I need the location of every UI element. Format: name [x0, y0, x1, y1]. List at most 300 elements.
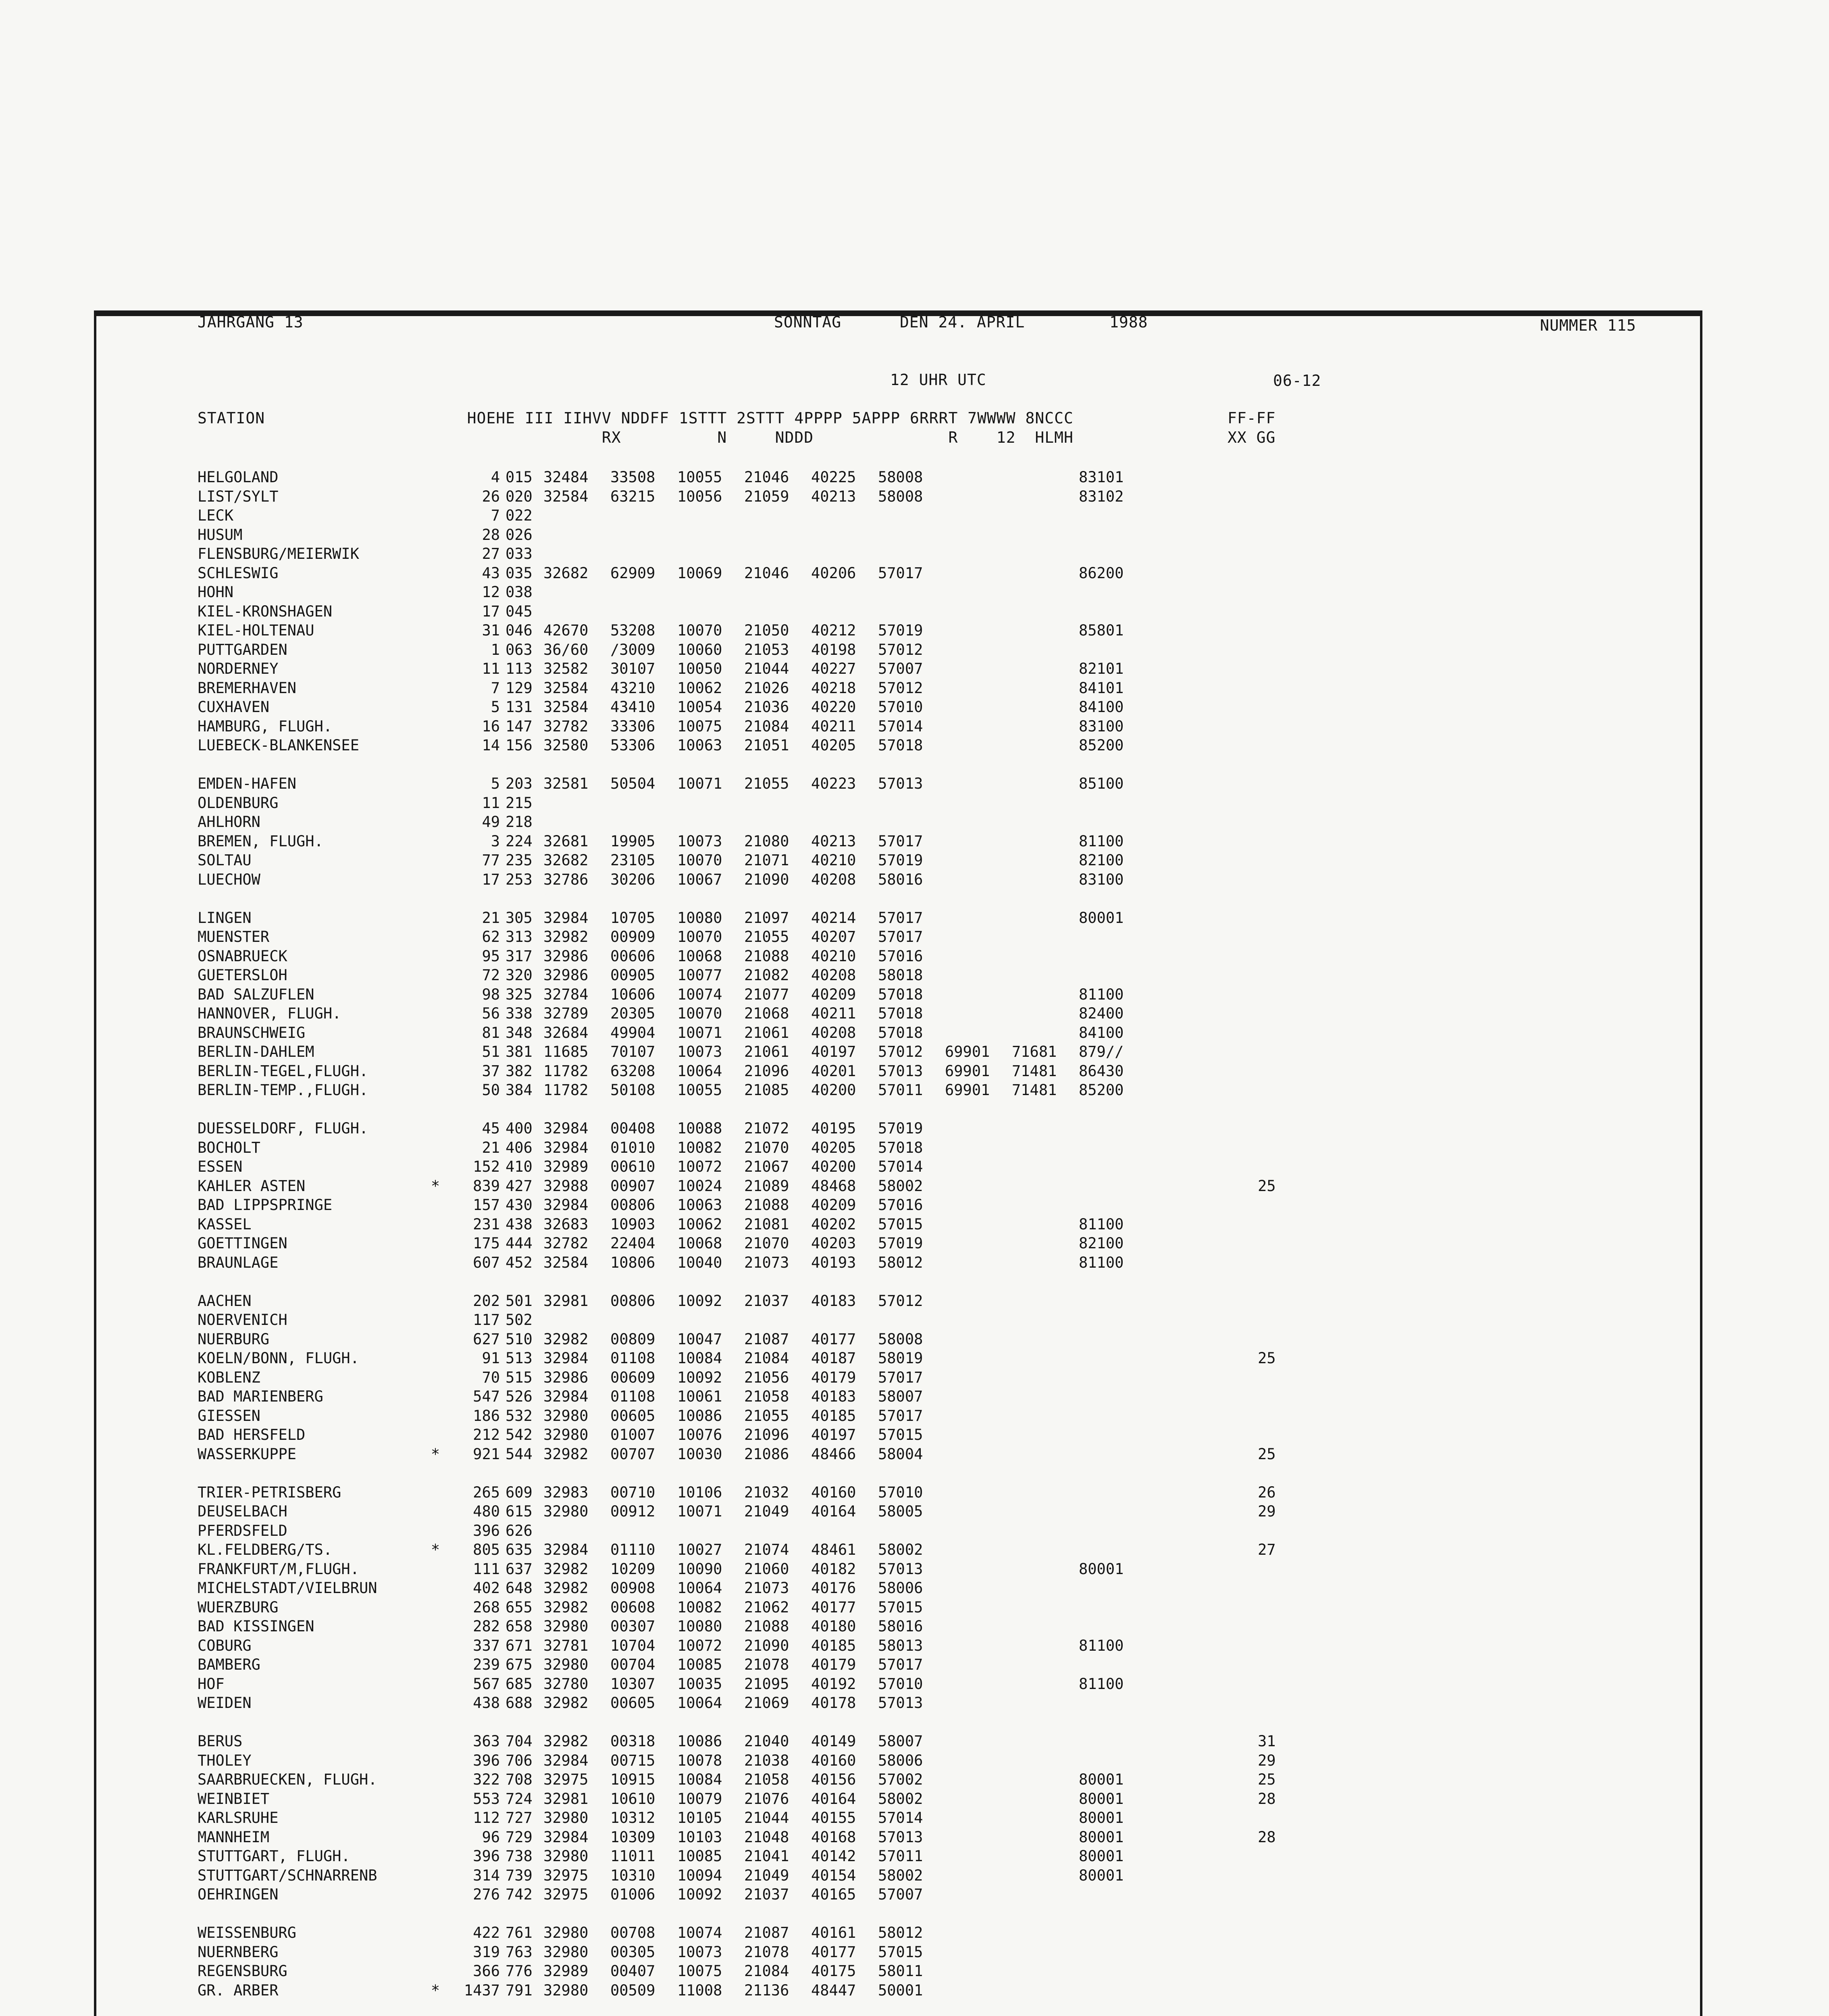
cell-c6: 57017 [878, 564, 923, 582]
cell-iii: 348 [506, 1024, 533, 1041]
cell-c9: 81100 [1079, 832, 1124, 850]
cell-c6 [878, 602, 945, 621]
cell-iii: 452 [506, 1254, 533, 1271]
cell-c8 [1012, 908, 1079, 928]
cell-ff [1258, 1253, 1346, 1272]
cell-hoehe: 81 [482, 1024, 500, 1041]
cell-ff [1258, 1387, 1346, 1406]
cell-c7 [945, 544, 1012, 564]
cell-ff: 25 [1258, 1177, 1276, 1195]
cell-c6: 57014 [878, 1158, 923, 1175]
date: DEN 24. APRIL [900, 313, 1025, 331]
cell-name: BOCHOLT [198, 1139, 260, 1156]
cell-ff [1258, 851, 1346, 870]
cell-c3: 10050 [677, 660, 722, 677]
cell-c8 [1012, 1847, 1079, 1866]
cell-c9: 82100 [1079, 1235, 1124, 1252]
cell-c3: 10061 [677, 1388, 722, 1405]
cell-iii: 675 [506, 1656, 533, 1673]
cell-star [423, 832, 447, 851]
cell-c3: 10064 [677, 1579, 722, 1597]
cell-hoehe: 396 [473, 1522, 500, 1539]
table-row [198, 947, 1346, 966]
cell-name: BREMERHAVEN [198, 679, 297, 697]
cell-c2: 10704 [610, 1637, 655, 1654]
cell-hoehe: 117 [473, 1311, 500, 1329]
cell-c4: 21076 [744, 1790, 789, 1808]
cell-c5: 40182 [811, 1560, 856, 1578]
cell-hoehe: 31 [482, 622, 500, 639]
cell-c8 [1012, 1004, 1079, 1023]
cell-name: STUTTGART/SCHNARRENB [198, 1866, 377, 1884]
cell-name: CUXHAVEN [198, 698, 270, 716]
cell-c5: 40177 [811, 1598, 856, 1616]
cell-c4: 21058 [744, 1388, 789, 1405]
cell-ff [1258, 1847, 1346, 1866]
cell-iii: 427 [506, 1177, 533, 1195]
cell-c5: 40175 [811, 1962, 856, 1980]
cell-c5: 40192 [811, 1675, 856, 1693]
table-row [198, 1923, 1346, 1943]
cell-c7 [945, 1828, 1012, 1847]
cell-name: GOETTINGEN [198, 1235, 287, 1252]
cell-c4: 21041 [744, 1847, 789, 1865]
group-spacer [198, 1464, 1346, 1483]
cell-c4: 21070 [744, 1235, 789, 1252]
cell-hoehe: 62 [482, 928, 500, 946]
cell-hoehe: 12 [482, 583, 500, 601]
table-row [198, 793, 1346, 813]
cell-name: SAARBRUECKEN, FLUGH. [198, 1771, 377, 1788]
cell-star [423, 506, 447, 525]
cell-c1: 32784 [543, 985, 589, 1003]
cell-iii: 706 [506, 1752, 533, 1769]
cell-c7 [945, 506, 1012, 525]
cell-hoehe: 11 [482, 660, 500, 677]
cell-iii: 776 [506, 1962, 533, 1980]
cell-c8 [1012, 583, 1079, 602]
cell-iii: 501 [506, 1292, 533, 1310]
table-row [198, 908, 1346, 928]
cell-c8 [1012, 1981, 1079, 2000]
cell-c5: 40200 [811, 1081, 856, 1099]
cell-star [423, 525, 447, 545]
group-spacer [198, 889, 1346, 908]
cell-c2: 01010 [610, 1139, 655, 1156]
cell-hoehe: 231 [473, 1215, 500, 1233]
cell-c6: 57002 [878, 1771, 923, 1788]
cell-c2: 43210 [610, 679, 655, 697]
cell-c4: 21086 [744, 1445, 789, 1463]
cell-c4: 21095 [744, 1675, 789, 1693]
cell-c3: 10074 [677, 985, 722, 1003]
cell-c7 [945, 468, 1012, 487]
cell-star [423, 659, 447, 679]
cell-c8 [1012, 1655, 1079, 1674]
cell-ff [1258, 1234, 1346, 1253]
cell-c7 [945, 774, 1012, 793]
cell-c9: 80001 [1079, 1847, 1124, 1865]
cell-ff: 29 [1258, 1752, 1276, 1769]
group-spacer [198, 1713, 1346, 1732]
cell-hoehe: 17 [482, 871, 500, 888]
cell-c3: 10063 [677, 737, 722, 754]
cell-c9 [1079, 1368, 1258, 1387]
cell-c6: 58006 [878, 1752, 923, 1769]
cell-c6: 57010 [878, 1675, 923, 1693]
table-row [198, 698, 1346, 717]
table-row [198, 1215, 1346, 1234]
cell-c6: 57007 [878, 1886, 923, 1903]
cell-iii: 685 [506, 1675, 533, 1693]
cell-c5: 40202 [811, 1215, 856, 1233]
cell-c9 [1079, 602, 1258, 621]
cell-c1: 32789 [543, 1005, 589, 1022]
cell-hoehe: 1437 [464, 1981, 500, 1999]
cell-star: * [431, 1541, 440, 1558]
cell-c2: 00307 [610, 1618, 655, 1635]
cell-ff [1258, 1560, 1346, 1579]
cell-c2 [610, 1310, 677, 1330]
cell-name: GUETERSLOH [198, 966, 287, 984]
cell-ff [1258, 1215, 1346, 1234]
cell-c6: 57018 [878, 1005, 923, 1022]
table-row [198, 1502, 1346, 1521]
cell-c4: 21096 [744, 1426, 789, 1443]
cell-c2: 00704 [610, 1656, 655, 1673]
cell-c4: 21053 [744, 641, 789, 658]
cell-iii: 742 [506, 1886, 533, 1903]
cell-hoehe: 7 [491, 507, 500, 524]
cell-hoehe: 366 [473, 1962, 500, 1980]
cell-star [423, 1425, 447, 1445]
cell-c7 [945, 1885, 1012, 1904]
cell-name: HUSUM [198, 526, 243, 544]
cell-c2: 00608 [610, 1598, 655, 1616]
cell-c9 [1079, 1138, 1258, 1158]
cell-name: KARLSRUHE [198, 1809, 279, 1826]
cell-c5: 40161 [811, 1924, 856, 1941]
cell-c3: 10084 [677, 1771, 722, 1788]
cell-c5: 40164 [811, 1503, 856, 1520]
cell-c5: 40165 [811, 1886, 856, 1903]
cell-star [423, 487, 447, 506]
cell-c1: 32986 [543, 966, 589, 984]
cell-star [423, 544, 447, 564]
cell-c8 [1012, 1617, 1079, 1636]
cell-c6: 58008 [878, 1330, 923, 1348]
cell-c5: 40197 [811, 1043, 856, 1060]
cell-c7 [945, 1943, 1012, 1962]
cell-c7 [945, 1579, 1012, 1598]
cell-c8 [1012, 640, 1079, 660]
table-row [198, 1962, 1346, 1981]
cell-c3 [677, 525, 744, 545]
cell-c7 [945, 1521, 1012, 1541]
cell-c6: 57019 [878, 1120, 923, 1137]
table-row [198, 1081, 1346, 1100]
cell-hoehe: 91 [482, 1350, 500, 1367]
jahrgang: JAHRGANG 13 [198, 313, 304, 331]
cell-name: KOELN/BONN, FLUGH. [198, 1350, 359, 1367]
cell-c9 [1079, 1330, 1258, 1349]
table-row [198, 1042, 1346, 1062]
cell-hoehe: 396 [473, 1847, 500, 1865]
cell-c1 [543, 1521, 610, 1541]
cell-c5: 40200 [811, 1158, 856, 1175]
cell-c3: 10074 [677, 1924, 722, 1941]
cell-iii: 313 [506, 928, 533, 946]
cell-c3: 10062 [677, 679, 722, 697]
cell-c8 [1012, 1387, 1079, 1406]
cell-hoehe: 28 [482, 526, 500, 544]
cell-c9 [1079, 506, 1258, 525]
table-row [198, 1387, 1346, 1406]
cell-c2: 00912 [610, 1503, 655, 1520]
cell-name: PUTTGARDEN [198, 641, 287, 658]
cell-c6: 58019 [878, 1350, 923, 1367]
cell-c1: 32980 [543, 1943, 589, 1961]
cell-c2: 00610 [610, 1158, 655, 1175]
cell-c7 [945, 1177, 1012, 1196]
cell-name: PFERDSFELD [198, 1522, 287, 1539]
cell-c3: 10072 [677, 1158, 722, 1175]
cell-hoehe: 314 [473, 1866, 500, 1884]
cell-ff [1258, 1004, 1346, 1023]
cell-c9: 83100 [1079, 871, 1124, 888]
table-row [198, 1751, 1346, 1770]
cell-c6: 57019 [878, 1235, 923, 1252]
table-row [198, 1598, 1346, 1617]
cell-c2: /3009 [610, 641, 655, 658]
cell-c3: 10056 [677, 487, 722, 505]
cell-c9 [1079, 1521, 1258, 1541]
cell-c1: 32980 [543, 1847, 589, 1865]
cell-c3: 10072 [677, 1637, 722, 1654]
cell-c8 [1012, 1368, 1079, 1387]
cell-c4: 21068 [744, 1005, 789, 1022]
table-row [198, 640, 1346, 660]
cell-hoehe: 14 [482, 737, 500, 754]
table-row [198, 832, 1346, 851]
cell-c6: 58007 [878, 1733, 923, 1750]
table-row [198, 1674, 1346, 1694]
cell-star [423, 1234, 447, 1253]
cell-hoehe: 396 [473, 1752, 500, 1769]
cell-c5 [811, 602, 878, 621]
cell-name: LUEBECK-BLANKENSEE [198, 737, 359, 754]
cell-c6: 58012 [878, 1254, 923, 1271]
cell-c5: 40168 [811, 1828, 856, 1846]
cell-c4 [744, 1521, 811, 1541]
cell-c9: 81100 [1079, 985, 1124, 1003]
cell-iii: 444 [506, 1235, 533, 1252]
cell-c9: 80001 [1079, 1809, 1124, 1826]
cell-ff [1258, 544, 1346, 564]
cell-c9 [1079, 1177, 1258, 1196]
cell-hoehe: 337 [473, 1637, 500, 1654]
cell-star [423, 1866, 447, 1885]
cell-c5: 40183 [811, 1292, 856, 1310]
cell-c3: 10082 [677, 1139, 722, 1156]
cell-c1: 32984 [543, 1752, 589, 1769]
table-row [198, 1310, 1346, 1330]
cell-c5: 40209 [811, 985, 856, 1003]
cell-hoehe: 111 [473, 1560, 500, 1578]
cell-c2: 22404 [610, 1235, 655, 1252]
cell-ff: 28 [1258, 1790, 1276, 1808]
cell-name: KAHLER ASTEN [198, 1177, 306, 1195]
cell-name: COBURG [198, 1637, 252, 1654]
cell-c1: 32584 [543, 679, 589, 697]
cell-c7 [945, 698, 1012, 717]
cell-c7 [945, 812, 1012, 832]
cell-c2: 00905 [610, 966, 655, 984]
cell-c4: 21062 [744, 1598, 789, 1616]
table-row [198, 851, 1346, 870]
table-row [198, 1560, 1346, 1579]
cell-hoehe: 567 [473, 1675, 500, 1693]
cell-c6: 57011 [878, 1081, 923, 1099]
table-row [198, 1195, 1346, 1215]
cell-c2: 33306 [610, 717, 655, 735]
cell-star [423, 1847, 447, 1866]
cell-c9 [1079, 1598, 1258, 1617]
cell-c7 [945, 1406, 1012, 1426]
cell-c2: 00305 [610, 1943, 655, 1961]
cell-c5: 40142 [811, 1847, 856, 1865]
cell-name: THOLEY [198, 1752, 252, 1769]
cell-c2: 00806 [610, 1292, 655, 1310]
cell-c1: 32988 [543, 1177, 589, 1195]
cell-c2: 10310 [610, 1866, 655, 1884]
cell-hoehe: 202 [473, 1292, 500, 1310]
cell-c8 [1012, 1483, 1079, 1502]
cell-c5: 48447 [811, 1981, 856, 1999]
cell-c1: 32975 [543, 1886, 589, 1903]
cell-c9 [1079, 1751, 1258, 1770]
cell-c1: 32984 [543, 1139, 589, 1156]
cell-c8 [1012, 1828, 1079, 1847]
cell-ff [1258, 1636, 1346, 1656]
cell-c1: 32989 [543, 1962, 589, 1980]
cell-c9: 83102 [1079, 487, 1124, 505]
cell-c5 [811, 525, 878, 545]
cell-name: LUECHOW [198, 871, 260, 888]
cell-c7 [945, 1981, 1012, 2000]
cell-c3 [677, 583, 744, 602]
cell-c4: 21090 [744, 871, 789, 888]
cell-c9 [1079, 1445, 1258, 1464]
cell-hoehe: 402 [473, 1579, 500, 1597]
cell-c9: 80001 [1079, 1771, 1124, 1788]
cell-name: AHLHORN [198, 813, 260, 831]
cell-c9: 84100 [1079, 1024, 1124, 1041]
cell-c6: 58002 [878, 1866, 923, 1884]
cell-c9 [1079, 1291, 1258, 1311]
cell-c1 [543, 583, 610, 602]
cell-c3: 10040 [677, 1254, 722, 1271]
cell-c8 [1012, 1579, 1079, 1598]
cell-c2: 50108 [610, 1081, 655, 1099]
cell-iii: 203 [506, 775, 533, 792]
cell-c3: 10064 [677, 1694, 722, 1712]
cell-c5: 40154 [811, 1866, 856, 1884]
cell-c9: 81100 [1079, 1637, 1124, 1654]
cell-c8 [1012, 985, 1079, 1004]
table-row [198, 1291, 1346, 1311]
cell-c3: 10068 [677, 1235, 722, 1252]
table-row [198, 564, 1346, 583]
cell-c9 [1079, 1157, 1258, 1177]
cell-c1: 11782 [543, 1062, 589, 1080]
cell-hoehe: 1 [491, 641, 500, 658]
cell-iii: 038 [506, 583, 533, 601]
cell-name: WEISSENBURG [198, 1924, 297, 1941]
cell-iii: 729 [506, 1828, 533, 1846]
cell-ff: 27 [1258, 1541, 1276, 1558]
cell-c6: 57013 [878, 1062, 923, 1080]
cell-iii: 156 [506, 737, 533, 754]
cell-c7 [945, 908, 1012, 928]
cell-c5: 40211 [811, 1005, 856, 1022]
cell-c6: 57017 [878, 832, 923, 850]
cell-c2: 01108 [610, 1350, 655, 1367]
cell-c9 [1079, 1119, 1258, 1138]
cell-c2: 10309 [610, 1828, 655, 1846]
cell-iii: 325 [506, 985, 533, 1003]
cell-hoehe: 319 [473, 1943, 500, 1961]
cell-c5: 40227 [811, 660, 856, 677]
cell-c7 [945, 1368, 1012, 1387]
cell-iii: 655 [506, 1598, 533, 1616]
cell-c5: 40213 [811, 487, 856, 505]
cell-c1: 32780 [543, 1675, 589, 1693]
cell-ff [1258, 1291, 1346, 1311]
cell-c3: 10073 [677, 1043, 722, 1060]
cell-c8 [1012, 468, 1079, 487]
cell-c8 [1012, 1138, 1079, 1158]
cell-hoehe: 157 [473, 1196, 500, 1214]
cell-c1: 32982 [543, 1330, 589, 1348]
cell-iii: 609 [506, 1483, 533, 1501]
cell-c5: 40205 [811, 737, 856, 754]
cell-c8 [1012, 621, 1079, 640]
cell-c9 [1079, 1693, 1258, 1713]
cell-c4: 21026 [744, 679, 789, 697]
cell-c1 [543, 1310, 610, 1330]
cell-c3 [677, 544, 744, 564]
cell-iii: 532 [506, 1407, 533, 1425]
cell-c3: 10092 [677, 1292, 722, 1310]
cell-c9: 879// [1079, 1043, 1124, 1060]
cell-ff [1258, 793, 1346, 813]
cell-ff [1258, 1981, 1346, 2000]
cell-star [423, 1617, 447, 1636]
cell-c2: 11011 [610, 1847, 655, 1865]
cell-ff [1258, 1808, 1346, 1828]
cell-c1: 11685 [543, 1043, 589, 1060]
cell-hoehe: 480 [473, 1503, 500, 1520]
cell-c2: 01007 [610, 1426, 655, 1443]
cell-hoehe: 112 [473, 1809, 500, 1826]
cell-c9 [1079, 1425, 1258, 1445]
cell-c1 [543, 506, 610, 525]
cell-c6: 58002 [878, 1177, 923, 1195]
cell-c5 [811, 793, 878, 813]
cell-c3: 10090 [677, 1560, 722, 1578]
cell-iii: 724 [506, 1790, 533, 1808]
